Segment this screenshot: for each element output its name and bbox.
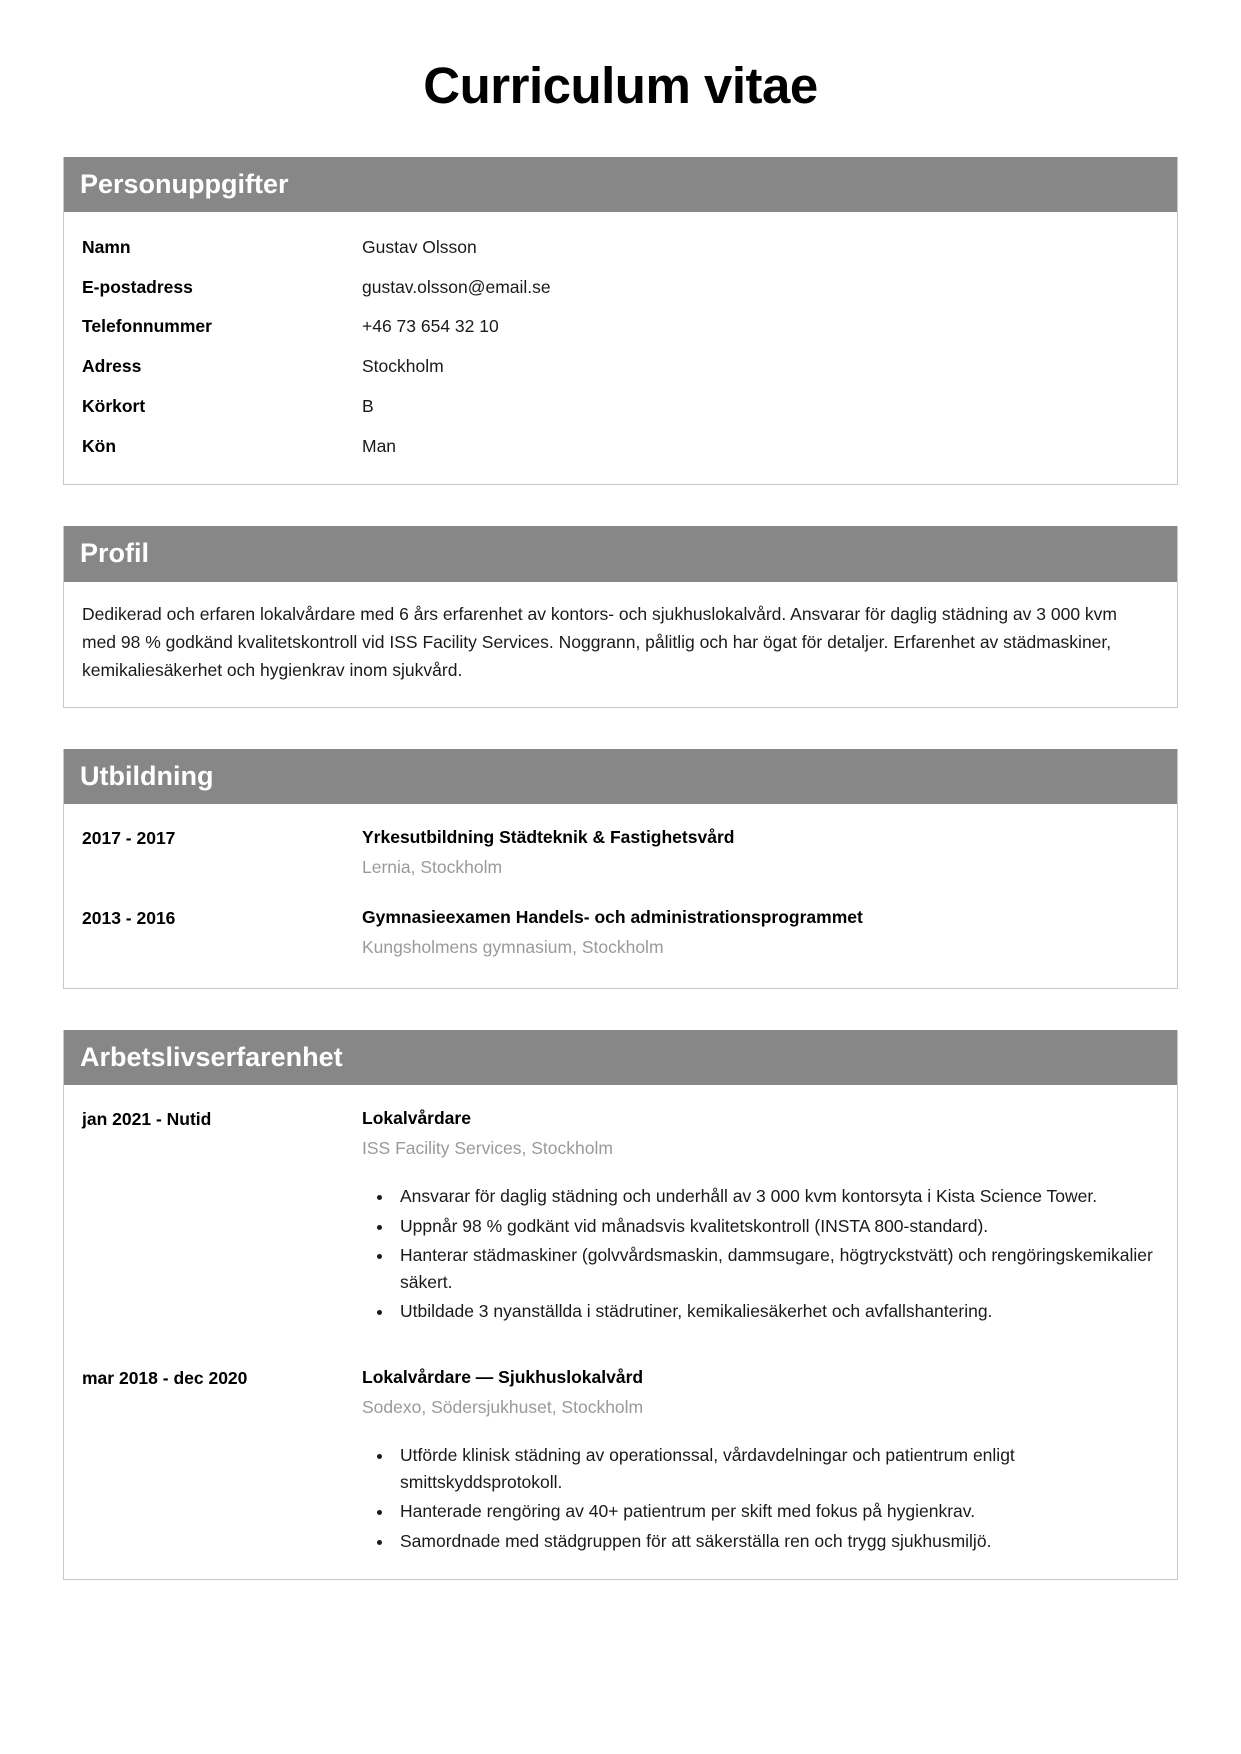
entry-employer: Sodexo, Södersjukhuset, Stockholm [362,1396,644,1417]
list-item: • Utförde klinisk städning av operationssal, vårdavdelningar och patientrum enligt smittskyddsprotokoll. [394,1442,1159,1495]
entry-title: Gymnasieexamen Handels- och administrationsprogrammet [362,906,863,927]
table-row [82,387,1159,427]
profile-summary-text: Dedikerad och erfaren lokalvårdare med 6 års erfarenhet av kontors- och sjukhuslokalvård. Ansvarar för daglig städning av 3 000 kvm med 98 % godkänd kvalitetskontroll vid ISS Facility Services. Noggrann, pålitlig och har ögat för detaljer. Erfarenhet av städmaskiner, kemikaliesäkerhet och hygienkrav inom sjukvård. [82,603,1117,681]
table-row [82,228,1159,268]
entry-institution: Kungsholmens gymnasium, Stockholm [362,936,664,957]
table-row [82,427,1159,467]
list-item: • Uppnår 98 % godkänt vid månadsvis kvalitetskontroll (INSTA 800-standard). [394,1213,1159,1240]
table-row [82,307,1159,347]
section-header-work-experience: Arbetslivserfarenhet [64,1030,1177,1085]
field-value: Stockholm [362,356,444,377]
entry-content [362,826,1159,880]
field-label: Körkort [82,395,146,416]
section-education [63,749,1178,989]
work-experience-body [64,1085,1177,1579]
education-entry [82,890,1159,970]
section-work-experience [63,1030,1178,1581]
entry-content [362,906,1159,960]
entry-job-title: Lokalvårdare [362,1108,471,1129]
section-personal-details [63,157,1178,486]
section-header-personal-details: Personuppgifter [64,157,1177,212]
section-header-profile: Profil [64,526,1177,581]
entry-date: mar 2018 - dec 2020 [82,1368,248,1389]
list-item: • Hanterar städmaskiner (golvvårdsmaskin, dammsugare, högtryckstvätt) och rengöringskemikalier säkert. [394,1242,1159,1295]
entry-date: 2017 - 2017 [82,827,176,848]
list-item: • Ansvarar för daglig städning och underhåll av 3 000 kvm kontorsyta i Kista Science Tower. [394,1183,1159,1210]
field-value: +46 73 654 32 10 [362,316,499,337]
profile-body [64,582,1177,707]
entry-date: 2013 - 2016 [82,907,176,928]
experience-entry [82,1332,1159,1561]
entry-institution: Lernia, Stockholm [362,856,503,877]
field-label: Kön [82,435,117,456]
table-row [82,268,1159,308]
entry-content [362,1366,1159,1557]
field-label: E-postadress [82,276,193,297]
entry-employer: ISS Facility Services, Stockholm [362,1137,613,1158]
education-entry [82,820,1159,890]
field-label: Adress [82,356,142,377]
personal-details-body [64,212,1177,485]
experience-entry [82,1101,1159,1332]
field-label: Namn [82,236,131,257]
page-title: Curriculum vitae [423,57,818,114]
field-label: Telefonnummer [82,316,212,337]
table-row [82,347,1159,387]
field-value: Gustav Olsson [362,236,477,257]
section-header-education: Utbildning [64,749,1177,804]
field-value: Man [362,435,397,456]
entry-date: jan 2021 - Nutid [82,1109,212,1130]
entry-job-title: Lokalvårdare — Sjukhuslokalvård [362,1367,644,1388]
field-value: gustav.olsson@email.se [362,276,551,297]
entry-responsibility-list [362,1442,1159,1554]
list-item: • Utbildade 3 nyanställda i städrutiner, kemikaliesäkerhet och avfallshantering. [394,1298,1159,1325]
education-body [64,804,1177,988]
section-profile [63,526,1178,707]
list-item: • Hanterade rengöring av 40+ patientrum per skift med fokus på hygienkrav. [394,1498,1159,1525]
entry-title: Yrkesutbildning Städteknik & Fastighetsvård [362,826,735,847]
field-value: B [362,395,374,416]
list-item: • Samordnade med städgruppen för att säkerställa ren och trygg sjukhusmiljö. [394,1528,1159,1555]
entry-content [362,1107,1159,1328]
entry-responsibility-list [362,1183,1159,1325]
